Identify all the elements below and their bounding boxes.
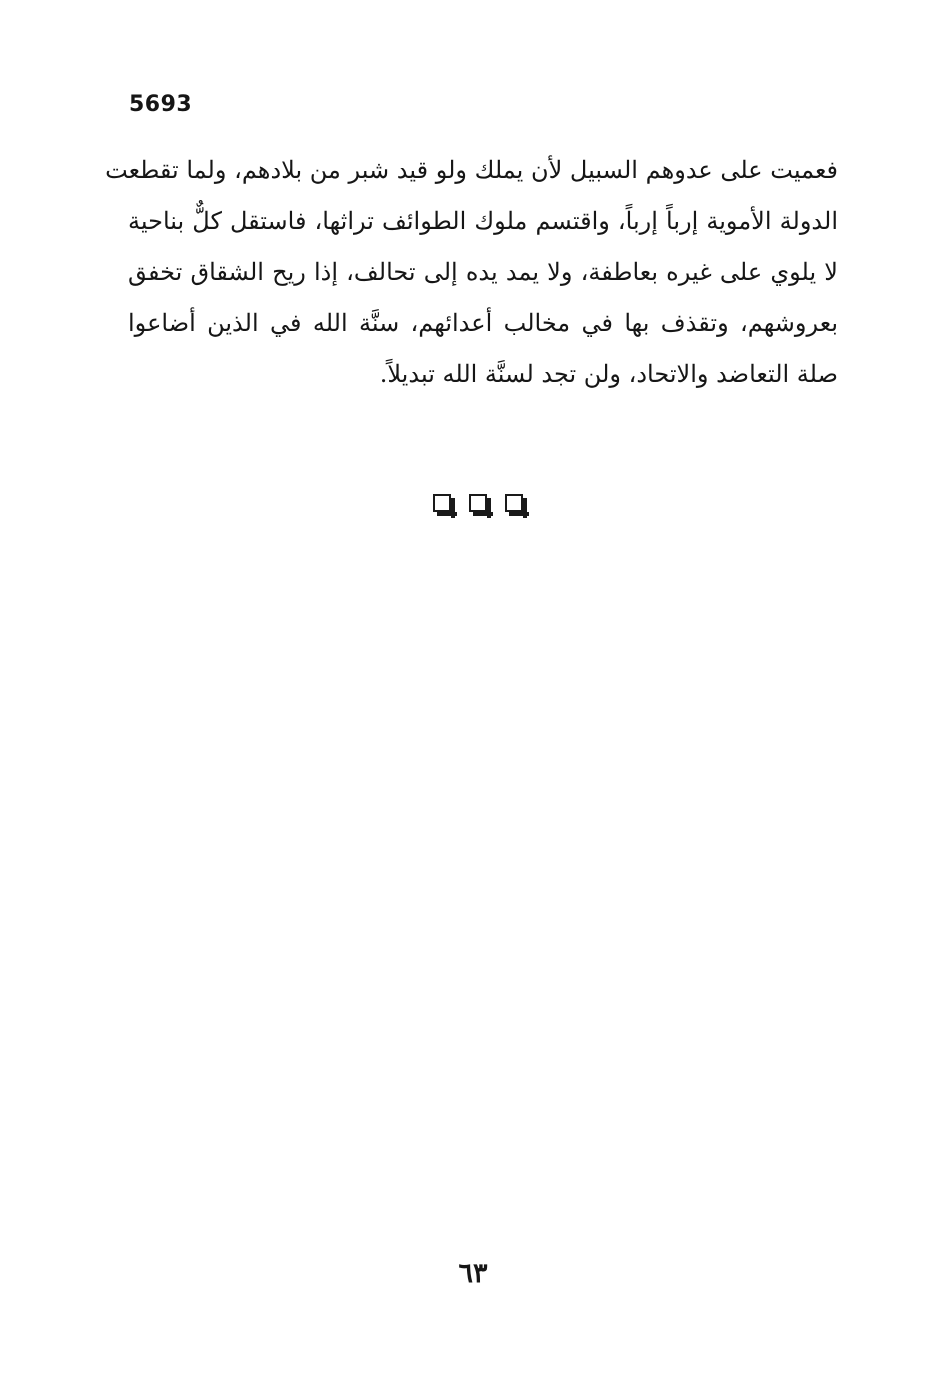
page-number: ٦٣: [458, 1258, 488, 1289]
paragraph-line: الدولة الأموية إرباً إرباً، واقتسم ملوك الطوائف تراثها، فاستقل كلٌّ بناحية: [128, 207, 838, 235]
paragraph-line: فعميت على عدوهم السبيل لأن يملك ولو قيد شبر من بلادهم، ولما تقطعت: [105, 156, 838, 184]
box-ornament-icon: [433, 494, 451, 512]
paragraph-line: لا يلوي على غيره بعاطفة، ولا يمد يده إلى تحالف، إذا ريح الشقاق تخفق: [128, 258, 838, 286]
paragraph: [105, 145, 838, 400]
page-id: 5693: [129, 92, 193, 117]
box-ornament-icon: [505, 494, 523, 512]
paragraph-line: بعروشهم، وتقذف بها في مخالب أعدائهم، سنَّة الله في الذين أضاعوا: [128, 309, 838, 337]
paragraph-line: صلة التعاضد والاتحاد، ولن تجد لسنَّة الله تبديلاً.: [379, 360, 838, 388]
section-separator: [433, 494, 523, 512]
box-ornament-icon: [469, 494, 487, 512]
